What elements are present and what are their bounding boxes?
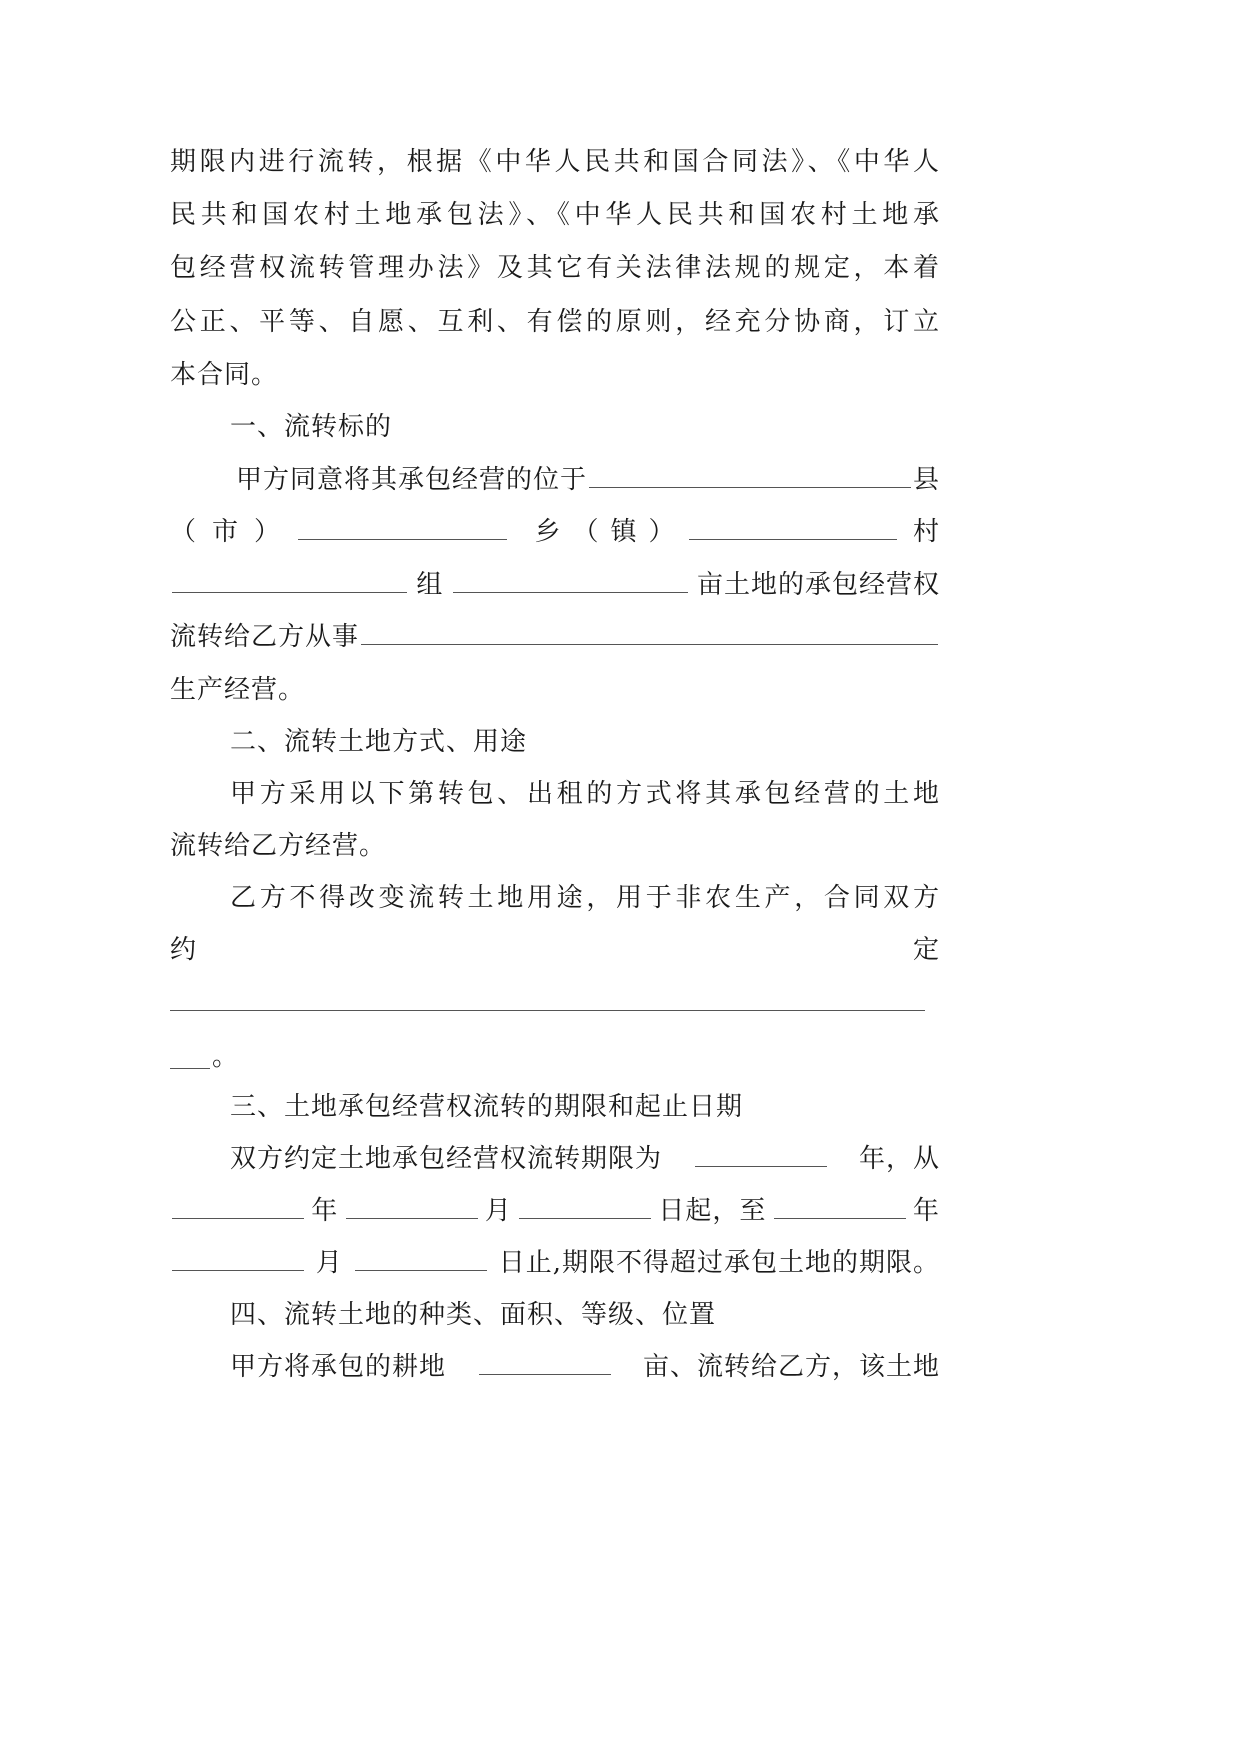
section3-line-1	[170, 1139, 940, 1179]
section4-heading: 四、流转土地的种类、面积、等级、位置	[230, 1300, 717, 1330]
section3-line-3	[170, 1243, 940, 1283]
transfer-text: 亩、流转给乙方，该土地	[642, 1352, 940, 1382]
start-year-label: 年	[311, 1196, 339, 1226]
city-label: （市）	[170, 517, 297, 547]
end-month-label: 月	[315, 1248, 343, 1278]
section2-para2-line1: 乙方不得改变流转土地用途，用于非农生产，合同双方	[230, 883, 940, 913]
township-label: 乡（镇）	[534, 517, 687, 547]
section3-heading: 三、土地承包经营权流转的期限和起止日期	[230, 1092, 744, 1122]
section1-line-3	[170, 565, 940, 605]
end-month-blank[interactable]	[172, 1244, 304, 1271]
section2-para1-line2: 流转给乙方经营。	[170, 831, 387, 861]
agree-char-1: 约	[170, 935, 198, 965]
end-year-label: 年	[912, 1196, 940, 1226]
start-day-blank[interactable]	[519, 1192, 651, 1219]
area-blank[interactable]	[453, 566, 688, 593]
section1-heading: 一、流转标的	[230, 412, 393, 442]
farmland-text: 甲方将承包的耕地	[230, 1352, 447, 1382]
intro-line-2: 民共和国农村土地承包法》、《中华人民共和国农村土地承	[170, 200, 940, 230]
area-text: 亩土地的承包经营权	[696, 570, 940, 600]
engage-in-text: 流转给乙方从事	[170, 622, 360, 652]
section2-heading: 二、流转土地方式、用途	[230, 727, 528, 757]
business-type-blank[interactable]	[361, 618, 938, 645]
village-label: 村	[913, 517, 941, 547]
intro-line-1: 期限内进行流转，根据《中华人民共和国合同法》、《中华人	[170, 147, 940, 177]
section3-line-2	[170, 1191, 940, 1231]
group-label: 组	[416, 570, 444, 600]
group-blank[interactable]	[172, 566, 407, 593]
term-text: 双方约定土地承包经营权流转期限为	[230, 1144, 663, 1174]
section1-line1-text: 甲方同意将其承包经营的位于	[236, 465, 588, 495]
agree-char-2: 定	[912, 935, 940, 965]
start-day-label: 日起，至	[658, 1196, 767, 1226]
section4-line-1	[170, 1347, 940, 1387]
end-day-text: 日止,期限不得超过承包土地的期限。	[498, 1248, 940, 1278]
term-years-blank[interactable]	[695, 1140, 827, 1167]
section2-para1-line1: 甲方采用以下第转包、出租的方式将其承包经营的土地	[230, 779, 940, 809]
agreement-blank-tail[interactable]	[170, 1042, 210, 1069]
intro-line-4: 公正、平等、自愿、互利、有偿的原则，经充分协商，订立	[170, 307, 940, 337]
township-name-blank[interactable]	[298, 513, 506, 540]
section1-line-4	[170, 617, 940, 657]
county-label: 县	[912, 465, 940, 495]
section1-line-5: 生产经营。	[170, 675, 306, 705]
intro-line-5: 本合同。	[170, 360, 279, 390]
agreement-blank-line[interactable]	[170, 1010, 925, 1011]
start-month-blank[interactable]	[346, 1192, 478, 1219]
period-mark: 。	[212, 1042, 240, 1072]
section1-line-2	[170, 512, 940, 552]
village-name-blank[interactable]	[689, 513, 897, 540]
end-day-blank[interactable]	[355, 1244, 487, 1271]
start-year-blank[interactable]	[172, 1192, 304, 1219]
section2-para2-line4	[170, 1037, 940, 1077]
from-text: 年，从	[858, 1144, 940, 1174]
intro-line-3: 包经营权流转管理办法》及其它有关法律法规的规定，本着	[170, 253, 940, 283]
section2-para2-line2	[170, 930, 940, 970]
county-blank[interactable]	[589, 461, 911, 488]
section1-line-1	[170, 460, 940, 500]
farmland-area-blank[interactable]	[479, 1348, 611, 1375]
start-month-label: 月	[484, 1196, 512, 1226]
end-year-blank[interactable]	[774, 1192, 906, 1219]
